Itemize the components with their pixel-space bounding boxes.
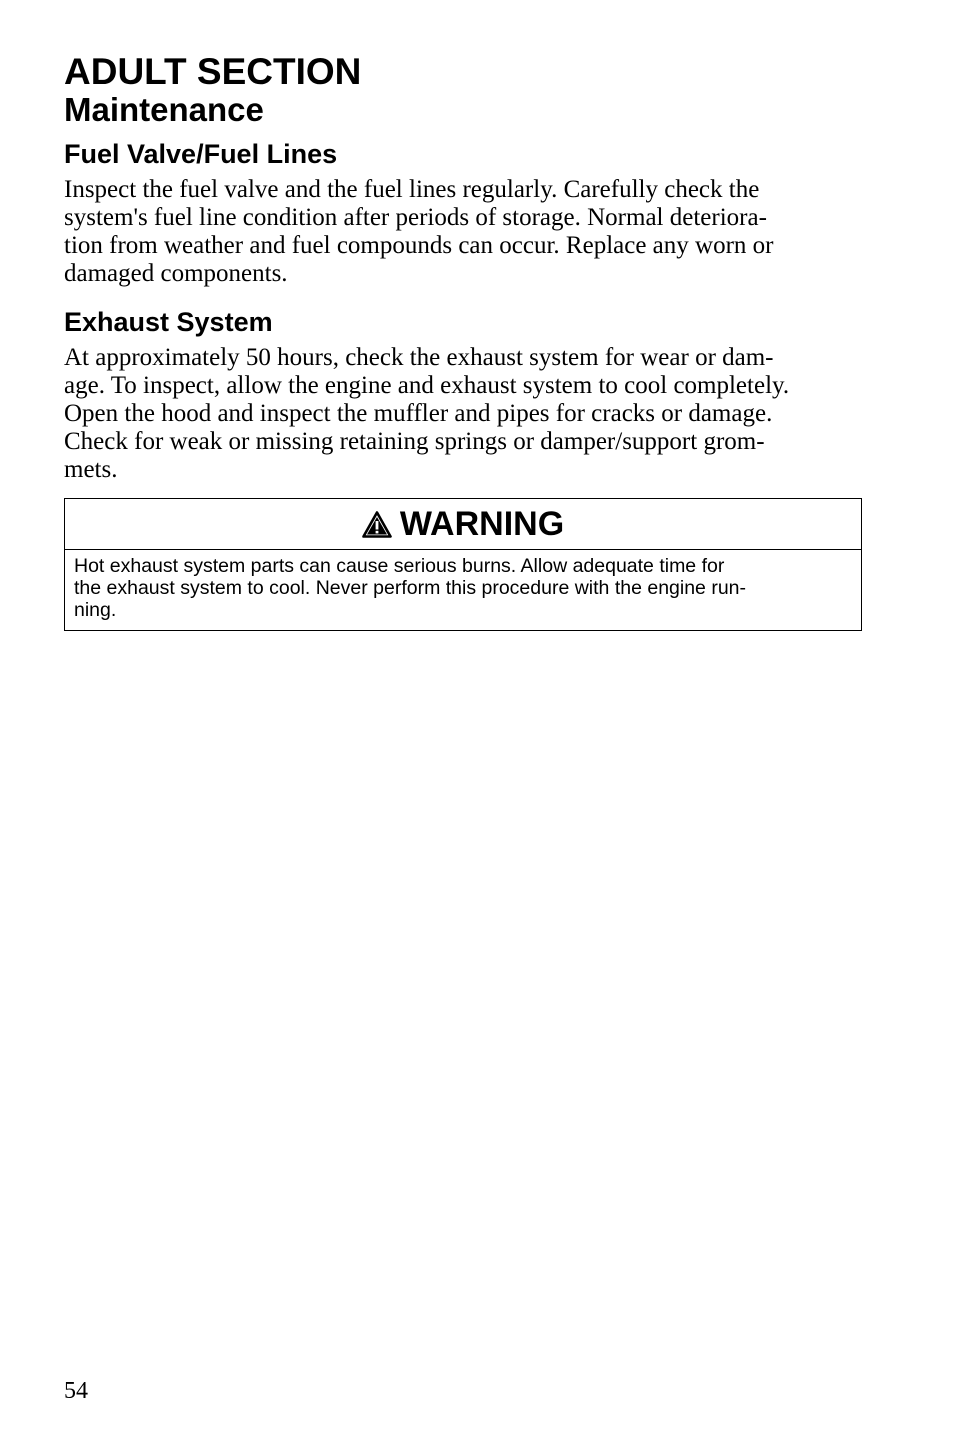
paragraph-line: Inspect the fuel valve and the fuel lines regularly. Carefully check the — [64, 176, 760, 203]
paragraph-line: Open the hood and inspect the muffler and pipes for cracks or damage. — [64, 400, 773, 427]
page-content — [64, 52, 864, 631]
paragraph-line: tion from weather and fuel compounds can occur. Replace any worn or — [64, 232, 774, 259]
warning-label: WARNING — [399, 505, 565, 543]
warning-box — [64, 498, 862, 631]
exhaust-heading: Exhaust System — [64, 307, 273, 337]
spacer — [64, 288, 864, 306]
warning-line: ning. — [74, 599, 117, 621]
warning-line: Hot exhaust system parts can cause serious burns. Allow adequate time for — [74, 555, 725, 577]
warning-triangle-icon — [362, 511, 392, 538]
exhaust-section — [64, 306, 864, 484]
fuel-valve-section — [64, 138, 864, 288]
page-number: 54 — [64, 1378, 88, 1404]
paragraph-line: system's fuel line condition after periods of storage. Normal deteriora- — [64, 204, 767, 231]
warning-text — [65, 550, 861, 630]
warning-line: the exhaust system to cool. Never perform this procedure with the engine run- — [74, 577, 746, 599]
paragraph-line: At approximately 50 hours, check the exhaust system for wear or dam- — [64, 344, 774, 371]
section-title: ADULT SECTION — [64, 51, 362, 92]
paragraph-line: damaged components. — [64, 260, 288, 287]
paragraph-line: mets. — [64, 456, 118, 483]
subsection-title: Maintenance — [64, 91, 264, 128]
paragraph-line: Check for weak or missing retaining springs or damper/support grom- — [64, 428, 765, 455]
fuel-valve-heading: Fuel Valve/Fuel Lines — [64, 139, 338, 169]
warning-header — [65, 499, 861, 550]
paragraph-line: age. To inspect, allow the engine and exhaust system to cool completely. — [64, 372, 790, 399]
fuel-valve-paragraph — [64, 176, 864, 288]
exhaust-paragraph — [64, 344, 864, 484]
